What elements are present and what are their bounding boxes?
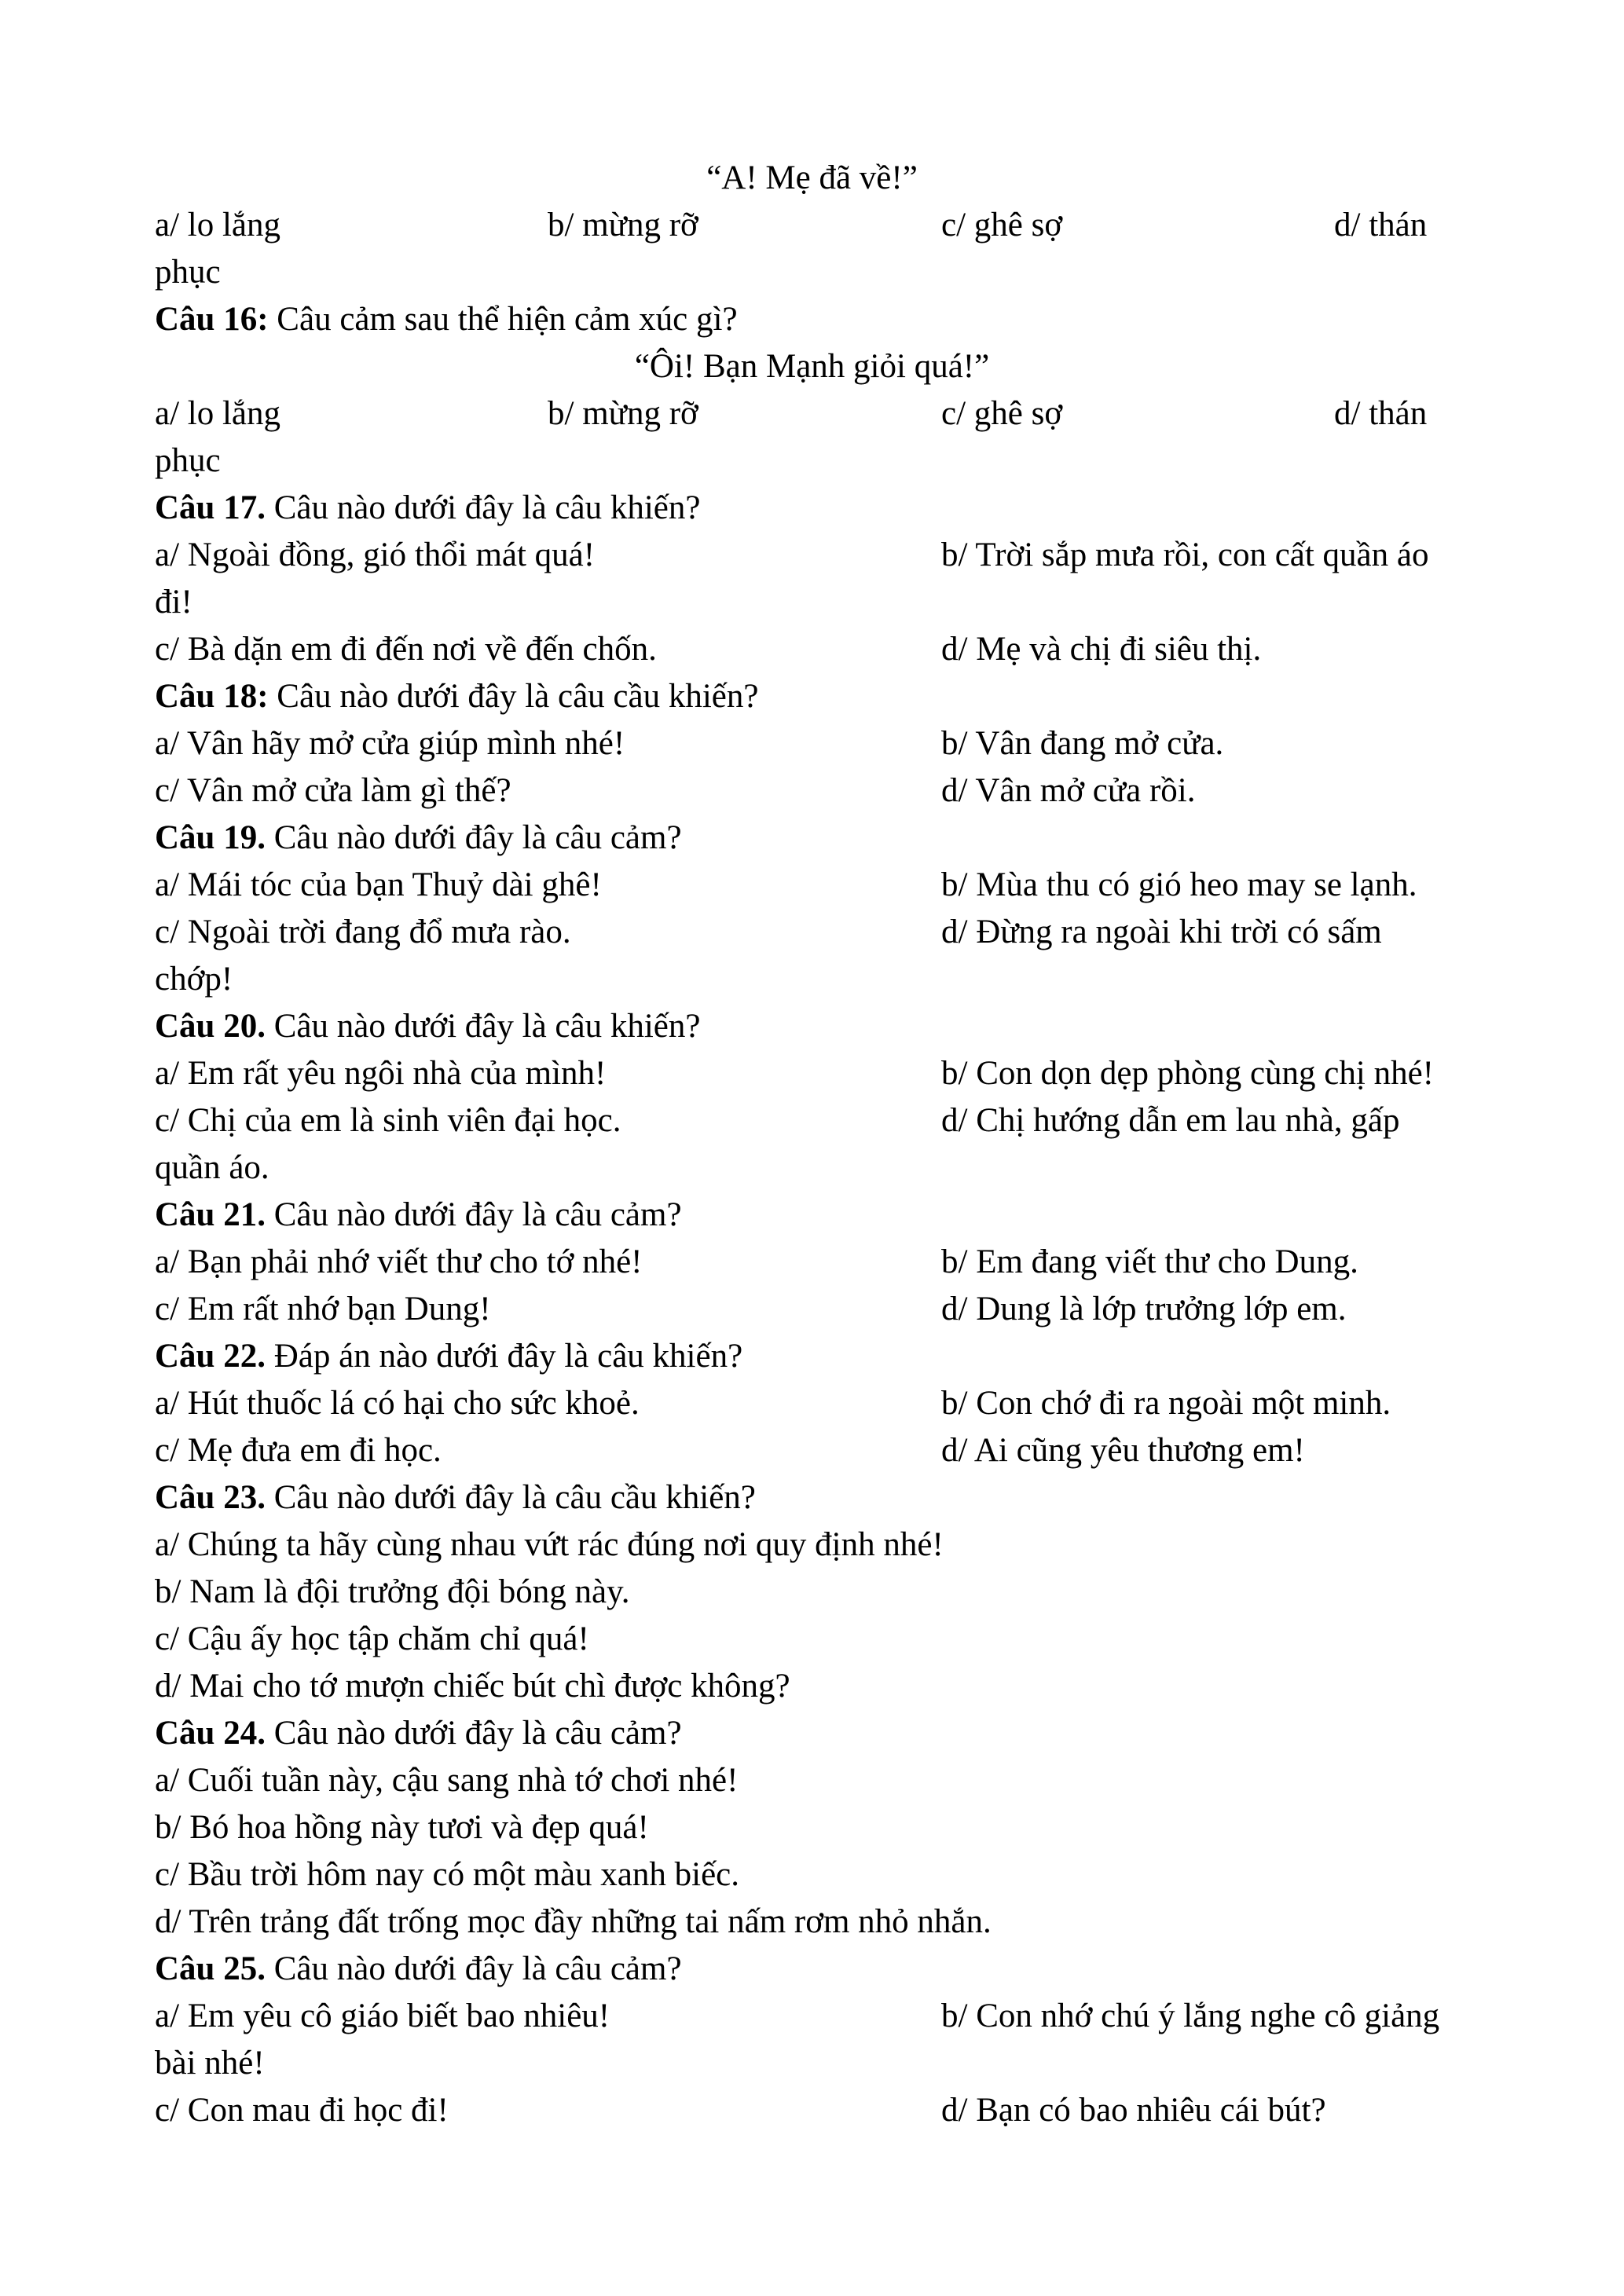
question-16-option-d: d/ thán bbox=[1334, 395, 1428, 432]
question-22-option-d: d/ Ai cũng yêu thương em! bbox=[941, 1432, 1305, 1469]
question-17-option-d: d/ Mẹ và chị đi siêu thị. bbox=[941, 631, 1262, 668]
question-16-option-a: a/ lo lắng bbox=[155, 395, 281, 432]
intro-quote: “A! Mẹ đã về!” bbox=[706, 159, 918, 196]
question-16-option-b: b/ mừng rỡ bbox=[548, 395, 698, 432]
question-17-option-a: a/ Ngoài đồng, gió thổi mát quá! bbox=[155, 536, 596, 573]
question-22-option-a: a/ Hút thuốc lá có hại cho sức khoẻ. bbox=[155, 1385, 640, 1422]
question-18 bbox=[155, 679, 758, 713]
question-text: Câu nào dưới đây là câu cảm? bbox=[265, 1950, 682, 1987]
question-24 bbox=[155, 1716, 682, 1750]
question-text: Câu nào dưới đây là câu cảm? bbox=[265, 1196, 682, 1233]
question-number: Câu 21. bbox=[155, 1196, 266, 1233]
question-16-option-d-continued: phục bbox=[155, 442, 221, 479]
question-number: Câu 18: bbox=[155, 678, 269, 715]
question-25 bbox=[155, 1952, 682, 1986]
intro-option-b: b/ mừng rỡ bbox=[548, 207, 698, 244]
question-23-option-b: b/ Nam là đội trưởng đội bóng này. bbox=[155, 1573, 630, 1610]
question-22-option-c: c/ Mẹ đưa em đi học. bbox=[155, 1432, 442, 1469]
question-16-option-c: c/ ghê sợ bbox=[941, 395, 1063, 432]
question-23-option-d: d/ Mai cho tớ mượn chiếc bút chì được không? bbox=[155, 1668, 790, 1705]
question-20-option-b: b/ Con dọn dẹp phòng cùng chị nhé! bbox=[941, 1055, 1434, 1092]
question-20-option-c: c/ Chị của em là sinh viên đại học. bbox=[155, 1102, 621, 1139]
question-23-option-c: c/ Cậu ấy học tập chăm chỉ quá! bbox=[155, 1620, 589, 1657]
question-17-option-c: c/ Bà dặn em đi đến nơi về đến chốn. bbox=[155, 631, 657, 668]
question-text: Câu cảm sau thể hiện cảm xúc gì? bbox=[268, 301, 738, 338]
question-19-option-b: b/ Mùa thu có gió heo may se lạnh. bbox=[941, 866, 1417, 903]
question-19-option-d: d/ Đừng ra ngoài khi trời có sấm bbox=[941, 914, 1382, 950]
question-text: Câu nào dưới đây là câu khiến? bbox=[265, 1008, 701, 1045]
question-24-option-d: d/ Trên trảng đất trống mọc đầy những tai nấm rơm nhỏ nhắn. bbox=[155, 1903, 992, 1940]
question-17-option-b-continued: đi! bbox=[155, 584, 192, 621]
question-24-option-a: a/ Cuối tuần này, cậu sang nhà tớ chơi nhé! bbox=[155, 1762, 739, 1799]
intro-option-d: d/ thán bbox=[1334, 207, 1428, 244]
question-text: Câu nào dưới đây là câu khiến? bbox=[265, 489, 701, 526]
question-20-option-d: d/ Chị hướng dẫn em lau nhà, gấp bbox=[941, 1102, 1400, 1139]
question-number: Câu 23. bbox=[155, 1479, 266, 1516]
question-20 bbox=[155, 1009, 700, 1043]
question-25-option-a: a/ Em yêu cô giáo biết bao nhiêu! bbox=[155, 1998, 610, 2034]
question-22-option-b: b/ Con chớ đi ra ngoài một minh. bbox=[941, 1385, 1391, 1422]
question-number: Câu 22. bbox=[155, 1338, 266, 1375]
question-17 bbox=[155, 491, 700, 525]
question-18-option-c: c/ Vân mở cửa làm gì thế? bbox=[155, 772, 511, 809]
intro-option-a: a/ lo lắng bbox=[155, 207, 281, 244]
question-24-option-b: b/ Bó hoa hồng này tươi và đẹp quá! bbox=[155, 1809, 649, 1846]
question-18-option-b: b/ Vân đang mở cửa. bbox=[941, 725, 1224, 762]
question-17-option-b: b/ Trời sắp mưa rồi, con cất quần áo bbox=[941, 536, 1429, 573]
question-20-option-d-continued: quần áo. bbox=[155, 1149, 269, 1186]
question-text: Câu nào dưới đây là câu cảm? bbox=[265, 1715, 682, 1752]
question-number: Câu 25. bbox=[155, 1950, 266, 1987]
question-25-option-b-continued: bài nhé! bbox=[155, 2045, 265, 2082]
question-25-option-d: d/ Bạn có bao nhiêu cái bút? bbox=[941, 2092, 1326, 2129]
question-23 bbox=[155, 1481, 756, 1514]
question-16 bbox=[155, 302, 738, 336]
question-20-option-a: a/ Em rất yêu ngôi nhà của mình! bbox=[155, 1055, 607, 1092]
question-21-option-d: d/ Dung là lớp trưởng lớp em. bbox=[941, 1291, 1347, 1327]
question-18-option-d: d/ Vân mở cửa rồi. bbox=[941, 772, 1196, 809]
question-text: Câu nào dưới đây là câu cảm? bbox=[265, 819, 682, 856]
intro-option-d-continued: phục bbox=[155, 254, 221, 291]
question-16-quote: “Ôi! Bạn Mạnh giỏi quá!” bbox=[634, 348, 990, 385]
question-25-option-b: b/ Con nhớ chú ý lắng nghe cô giảng bbox=[941, 1998, 1440, 2034]
question-text: Câu nào dưới đây là câu cầu khiến? bbox=[265, 1479, 756, 1516]
question-number: Câu 16: bbox=[155, 301, 269, 338]
question-19-option-c: c/ Ngoài trời đang đổ mưa rào. bbox=[155, 914, 571, 950]
question-21-option-a: a/ Bạn phải nhớ viết thư cho tớ nhé! bbox=[155, 1243, 643, 1280]
question-19-option-a: a/ Mái tóc của bạn Thuỷ dài ghê! bbox=[155, 866, 602, 903]
question-text: Đáp án nào dưới đây là câu khiến? bbox=[265, 1338, 743, 1375]
question-24-option-c: c/ Bầu trời hôm nay có một màu xanh biếc. bbox=[155, 1856, 739, 1893]
question-number: Câu 19. bbox=[155, 819, 266, 856]
question-22 bbox=[155, 1339, 742, 1373]
question-21 bbox=[155, 1198, 682, 1232]
question-number: Câu 17. bbox=[155, 489, 266, 526]
question-number: Câu 20. bbox=[155, 1008, 266, 1045]
question-number: Câu 24. bbox=[155, 1715, 266, 1752]
question-19-option-d-continued: chớp! bbox=[155, 961, 233, 998]
question-21-option-c: c/ Em rất nhớ bạn Dung! bbox=[155, 1291, 491, 1327]
question-25-option-c: c/ Con mau đi học đi! bbox=[155, 2092, 449, 2129]
intro-option-c: c/ ghê sợ bbox=[941, 207, 1063, 244]
question-23-option-a: a/ Chúng ta hãy cùng nhau vứt rác đúng nơi quy định nhé! bbox=[155, 1526, 944, 1563]
question-18-option-a: a/ Vân hãy mở cửa giúp mình nhé! bbox=[155, 725, 625, 762]
question-19 bbox=[155, 821, 682, 855]
question-text: Câu nào dưới đây là câu cầu khiến? bbox=[268, 678, 759, 715]
question-21-option-b: b/ Em đang viết thư cho Dung. bbox=[941, 1243, 1358, 1280]
